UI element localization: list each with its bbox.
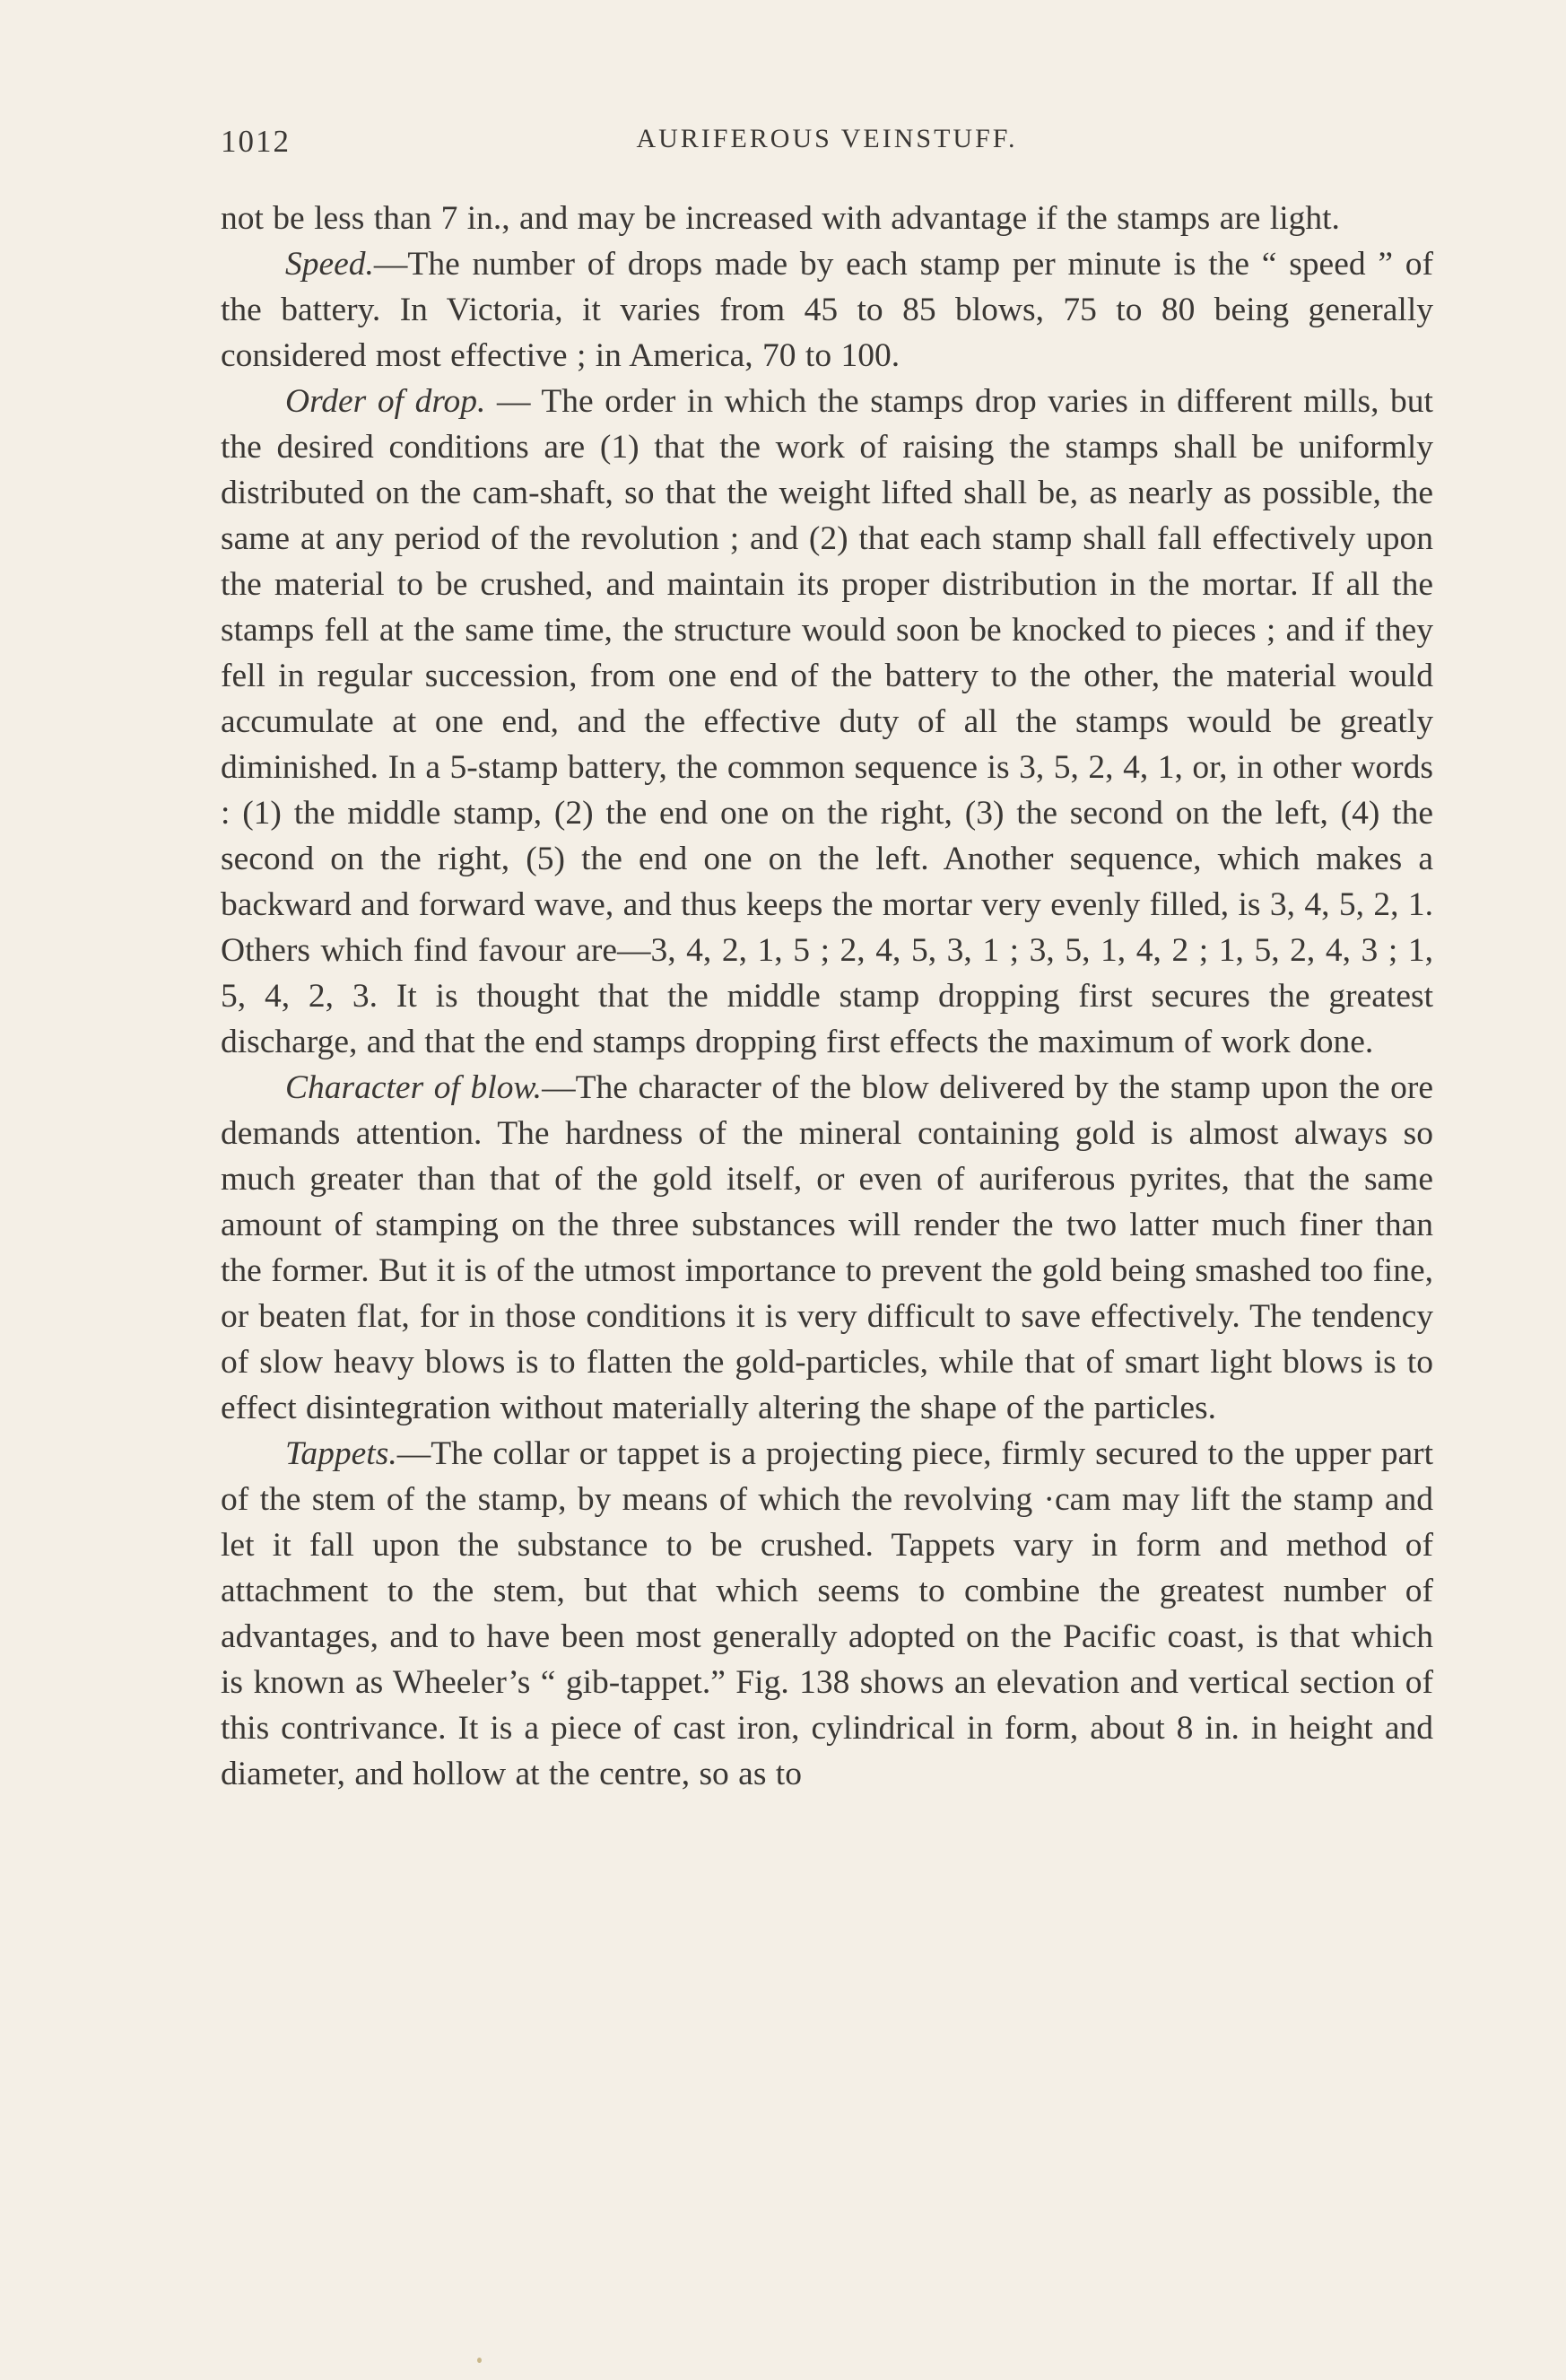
paragraph-text: —The character of the blow delivered by the stamp upon the ore demands attention. The hardness of the mineral containing gold is almost always so much greater than that of the gold itself, or even of auriferous pyrites, that the same amount of stamping on the three substances will render the two latter much finer than the former. But it is of the utmost importance to prevent the gold being smashed too fine, or beaten flat, for in those conditions it is very difficult to save effectively. The tendency of slow heavy blows is to flatten the gold-particles, while that of smart light blows is to effect disintegration without materially altering the shape of the particles. xyxy=(221,1069,1433,1426)
paragraph-heading: Order of drop. xyxy=(285,383,486,420)
running-head: AURIFEROUS VEINSTUFF. xyxy=(636,124,1018,153)
paragraph-speed xyxy=(221,241,1433,379)
paragraph-text: —The number of drops made by each stamp per minute is the “ speed ” of the battery. In Victoria, it varies from 45 to 85 blows, 75 to 80 being generally considered most effective ; in America, 70 to 100. xyxy=(221,246,1433,374)
paragraph-tappets xyxy=(221,1431,1433,1797)
paragraph-heading: Speed. xyxy=(285,246,374,283)
paragraph-heading: Tappets. xyxy=(285,1435,397,1472)
paragraph-character-of-blow xyxy=(221,1065,1433,1431)
body-text xyxy=(221,196,1433,1797)
paragraph-order-of-drop xyxy=(221,379,1433,1065)
paragraph-text: not be less than 7 in., and may be increased with advantage if the stamps are light. xyxy=(221,200,1340,237)
paper-speck xyxy=(477,2358,482,2363)
paragraph-heading: Character of blow. xyxy=(285,1069,543,1106)
paragraph-text: — The order in which the stamps drop varies in different mills, but the desired conditions are (1) that the work of raising the stamps shall be uniformly distributed on the cam-shaft, so that the weight lifted shall be, as nearly as possible, the same at any period of the revolution ; and (2) that each stamp shall fall effectively upon the material to be crushed, and maintain its proper distribution in the mortar. If all the stamps fell at the same time, the structure would soon be knocked to pieces ; and if they fell in regular succession, from one end of the battery to the other, the material would accumulate at one end, and the effective duty of all the stamps would be greatly diminished. In a 5-stamp battery, the common sequence is 3, 5, 2, 4, 1, or, in other words : (1) the middle stamp, (2) the end one on the right, (3) the second on the left, (4) the second on the right, (5) the end one on the left. Another sequence, which makes a backward and forward wave, and thus keeps the mortar very evenly filled, is 3, 4, 5, 2, 1. Others which find favour are—3, 4, 2, 1, 5 ; 2, 4, 5, 3, 1 ; 3, 5, 1, 4, 2 ; 1, 5, 2, 4, 3 ; 1, 5, 4, 2, 3. It is thought that the middle stamp dropping first secures the greatest discharge, and that the end stamps dropping first effects the maximum of work done. xyxy=(221,383,1434,1060)
paragraph-continuation xyxy=(221,196,1433,241)
page-header xyxy=(221,124,1433,169)
paragraph-text: —The collar or tappet is a projecting piece, firmly secured to the upper part of the stem of the stamp, by means of which the revolving ·cam may lift the stamp and let it fall upon the substance to be crushed. Tappets vary in form and method of attachment to the stem, but that which seems to combine the greatest number of advantages, and to have been most generally adopted on the Pacific coast, is that which is known as Wheeler’s “ gib-tappet.” Fig. 138 shows an elevation and vertical section of this contrivance. It is a piece of cast iron, cylindrical in form, about 8 in. in height and diameter, and hollow at the centre, so as to xyxy=(221,1435,1433,1792)
page-number: 1012 xyxy=(221,124,291,159)
